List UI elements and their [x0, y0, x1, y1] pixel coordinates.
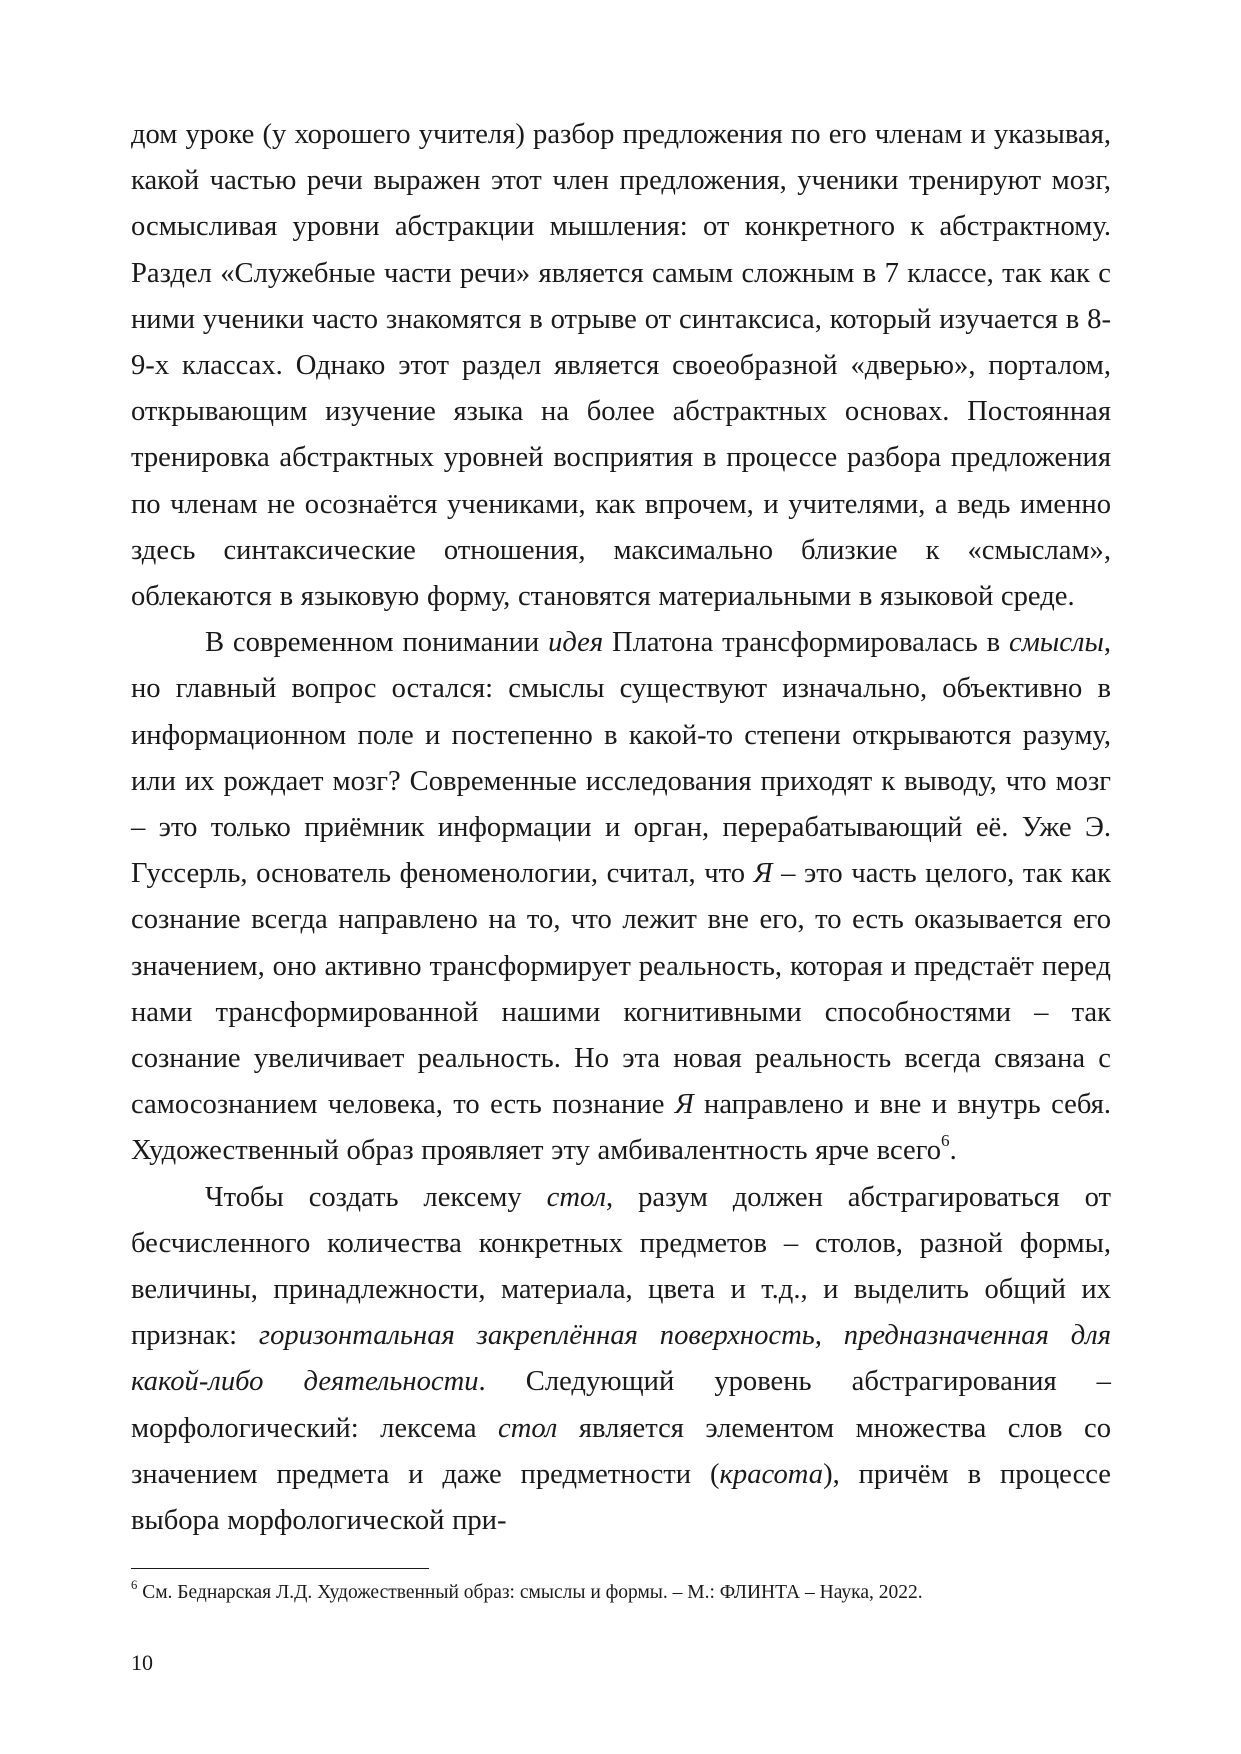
text-run: является элементом множества слов со значением предмета и даже предметности (: [131, 1412, 1111, 1490]
paragraph-1: [131, 112, 1111, 620]
text-run: . Следующий уровень абстрагирования – морфологический: лексема: [131, 1366, 1111, 1444]
body-text: [131, 112, 1111, 1544]
italic-term: Я: [674, 1089, 694, 1121]
footnote-separator: [131, 1568, 429, 1569]
paragraph-3: [131, 1175, 1111, 1545]
text-run: Чтобы создать лексему: [205, 1181, 547, 1213]
text-run: ), причём в процессе выбора морфологической при-: [131, 1458, 1111, 1537]
italic-term: Я: [753, 858, 773, 890]
italic-definition: горизонтальная закреплённая поверхность, предназначенная для какой-либо деятельности: [131, 1320, 1111, 1398]
text-run: В современном понимании: [205, 627, 549, 659]
italic-term: смыслы: [1008, 627, 1104, 659]
italic-term: красота: [719, 1458, 824, 1490]
text-run: , но главный вопрос остался: смыслы существуют изначально, объективно в информационном поле и постепенно в какой-то степени открываются разуму, или их рождает мозг? Современные исследования приходят к выводу, что мозг – это только приёмник информации и орган, перерабатывающий её. Уже Э. Гуссерль, основатель феноменологии, считал, что: [131, 627, 1111, 890]
text-run: , разум должен абстрагироваться от бесчисленного количества конкретных предметов – столов, разной формы, величины, принадлежности, материала, цвета и т.д., и выделить общий их признак:: [131, 1181, 1111, 1352]
italic-term: стол: [546, 1181, 607, 1213]
footnote-reference[interactable]: 6: [941, 1131, 950, 1151]
text-run: дом уроке (у хорошего учителя) разбор предложения по его членам и указывая, какой частью речи выражен этот член предложения, ученики тренируют мозг, осмысливая уровни абстракции мышления: от конкретного к абстрактному. Раздел «Служебные части речи» является самым сложным в 7 классе, так как с ними ученики часто знакомятся в отрыве от синтаксиса, который изучается в 8-9-х классах. Однако этот раздел является своеобразной «дверью», порталом, открывающим изучение языка на более абстрактных основах. Постоянная тренировка абстрактных уровней восприятия в процессе разбора предложения по членам не осознаётся учениками, как впрочем, и учителями, а ведь именно здесь синтаксические отношения, максимально близкие к «смыслам», облекаются в языковую форму, становятся материальными в языковой среде.: [131, 119, 1111, 613]
text-run: .: [949, 1135, 957, 1167]
footnote-mark: 6: [131, 1578, 138, 1593]
footnote-text: См. Беднарская Л.Д. Художественный образ: смыслы и формы. – М.: ФЛИНТА – Наука, 2022.: [137, 1582, 923, 1603]
text-run: Платона трансформировалась в: [603, 627, 1009, 659]
text-run: – это часть целого, так как сознание всегда направлено на то, что лежит вне его, то есть оказывается его значением, оно активно трансформирует реальность, которая и предстаёт перед нами трансформированной нашими когнитивными способностями – так сознание увеличивает реальность. Но эта новая реальность всегда связана с самосознанием человека, то есть познание: [131, 858, 1111, 1121]
text-run: направлено и вне и внутрь себя. Художественный образ проявляет эту амбивалентность ярче всего: [131, 1089, 1112, 1167]
footnote: [131, 1579, 1111, 1607]
page-number: 10: [131, 1650, 153, 1675]
paragraph-2: [131, 620, 1111, 1174]
italic-term: идея: [548, 627, 604, 659]
italic-term: стол: [498, 1412, 558, 1444]
